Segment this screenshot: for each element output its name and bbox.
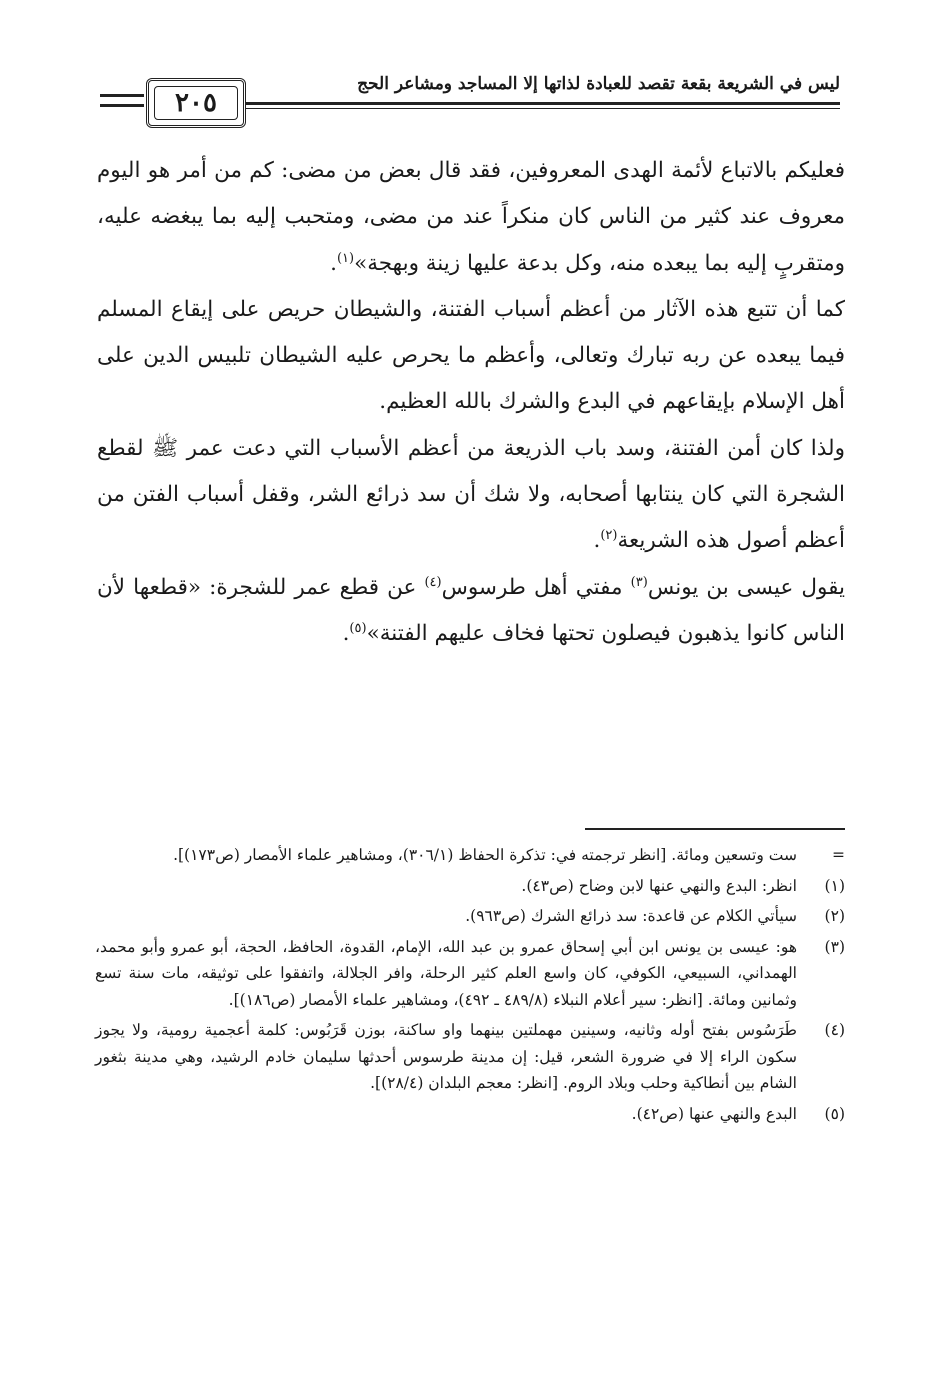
footnote-number: (٢) — [824, 907, 845, 925]
paragraph-4-text-b: مفتي أهل طرسوس — [441, 574, 631, 600]
paragraph-4-text-a: يقول عيسى بن يونس — [647, 574, 846, 600]
page-number: ٢٠٥ — [175, 88, 217, 118]
footnote-text: انظر: البدع والنهي عنها لابن وضاح (ص٤٣). — [521, 876, 797, 895]
footnote-text: هو: عيسى بن يونس ابن أبي إسحاق عمرو بن عبد الله، الإمام، القدوة، الحافظ، الحجة، أبو عمرو وأبو محمد، الهمداني، السبيعي، الكوفي، كان واسع العلم كثير الرحلة، وافر الجلالة، واتفقوا على توثيقه، مات سنة تسع وثمانين ومائة. [انظر: سير أعلام النبلاء (٤٨٩/٨ ـ ٤٩٢)، ومشاهير علماء الأمصار (ص١٨٦)]. — [95, 937, 797, 1009]
header-rule-thick — [245, 102, 840, 105]
main-text — [97, 148, 845, 657]
footnote-number: = — [832, 846, 845, 864]
footnote-continuation — [95, 842, 845, 869]
page-number-frame — [146, 78, 246, 128]
footnote-number: (٣) — [824, 937, 845, 956]
running-title: ليس في الشريعة بقعة تقصد للعبادة لذاتها إلا المساجد ومشاعر الحج — [357, 74, 840, 94]
footnote-text: سيأتي الكلام عن قاعدة: سد ذرائع الشرك (ص٩٦٣). — [465, 907, 797, 925]
footnote-number: (٤) — [824, 1021, 845, 1039]
footnote-text: طَرَسُوس بفتح أوله وثانيه، وسينين مهملتين بينهما واو ساكنة، بوزن قَرَبُوس: كلمة أعجمية رومية، ولا يجوز سكون الراء إلا في ضرورة الشعر، قيل: إن مدينة طرسوس أحدثها سليمان خادم الرشيد، وهي مدينة بثغور الشام بين أنطاكية وحلب وبلاد الروم. [انظر: معجم البلدان (٢٨/٤)]. — [95, 1021, 797, 1092]
page-header — [100, 70, 840, 130]
paragraph-1-text: فعليكم بالاتباع لأئمة الهدى المعروفين، فقد قال بعض من مضى: كم من أمر هو اليوم معروف عند كثير من الناس كان منكراً عند من مضى، ومتحبب إليه بما يبغضه عليه، ومتقربٍ إليه بما يبعده منه، وكل بدعة عليها زينة وبهجة» — [97, 158, 845, 276]
footnote-separator — [585, 828, 845, 830]
footnote-text: ست وتسعين ومائة. [انظر ترجمته في: تذكرة الحفاظ (٣٠٦/١)، ومشاهير علماء الأمصار (ص١٧٣)]. — [173, 846, 797, 864]
footnote-text: البدع والنهي عنها (ص٤٢). — [631, 1104, 797, 1123]
paragraph-4 — [97, 565, 845, 658]
paragraph-3-end: . — [593, 528, 601, 554]
footnote-5 — [95, 1101, 845, 1128]
footnote-ref-1: (١) — [336, 250, 355, 266]
header-dash-bottom — [100, 104, 144, 107]
paragraph-4-end: . — [342, 620, 350, 646]
footnote-number: (٥) — [824, 1104, 845, 1123]
paragraph-4-text-c: عن قطع عمر للشجرة: «قطعها لأن الناس كانوا يذهبون فيصلون تحتها فخاف عليهم الفتنة» — [97, 574, 845, 646]
footnote-number: (١) — [824, 876, 845, 895]
header-dash-top — [100, 94, 144, 97]
page-number-frame-inner — [154, 86, 238, 120]
footnotes — [95, 842, 845, 1131]
footnote-2 — [95, 903, 845, 930]
footnote-ref-3: (٣) — [630, 574, 648, 590]
footnote-ref-4: (٤) — [424, 574, 442, 590]
paragraph-2: كما أن تتبع هذه الآثار من أعظم أسباب الفتنة، والشيطان حريص على إيقاع المسلم فيما يبعده عن ربه تبارك وتعالى، وأعظم ما يحرص عليه الشيطان تلبيس الدين على أهل الإسلام بإيقاعهم في البدع والشرك بالله العظيم. — [97, 296, 845, 415]
footnote-ref-2: (٢) — [600, 528, 618, 544]
footnote-4 — [95, 1017, 845, 1097]
paragraph-1 — [97, 148, 845, 287]
footnote-3 — [95, 934, 845, 1014]
footnote-1 — [95, 873, 845, 900]
header-rule-thin — [245, 108, 840, 109]
paragraph-1-end: . — [330, 250, 337, 276]
paragraph-3 — [97, 426, 845, 565]
paragraph-3-text: ولذا كان أمن الفتنة، وسد باب الذريعة من أعظم الأسباب التي دعت عمر ﷺ لقطع الشجرة التي كان ينتابها أصحابه، ولا شك أن سد ذرائع الشر، وقفل أسباب الفتن من أعظم أصول هذه الشريعة — [97, 435, 845, 554]
footnote-ref-5: (٥) — [349, 620, 367, 636]
